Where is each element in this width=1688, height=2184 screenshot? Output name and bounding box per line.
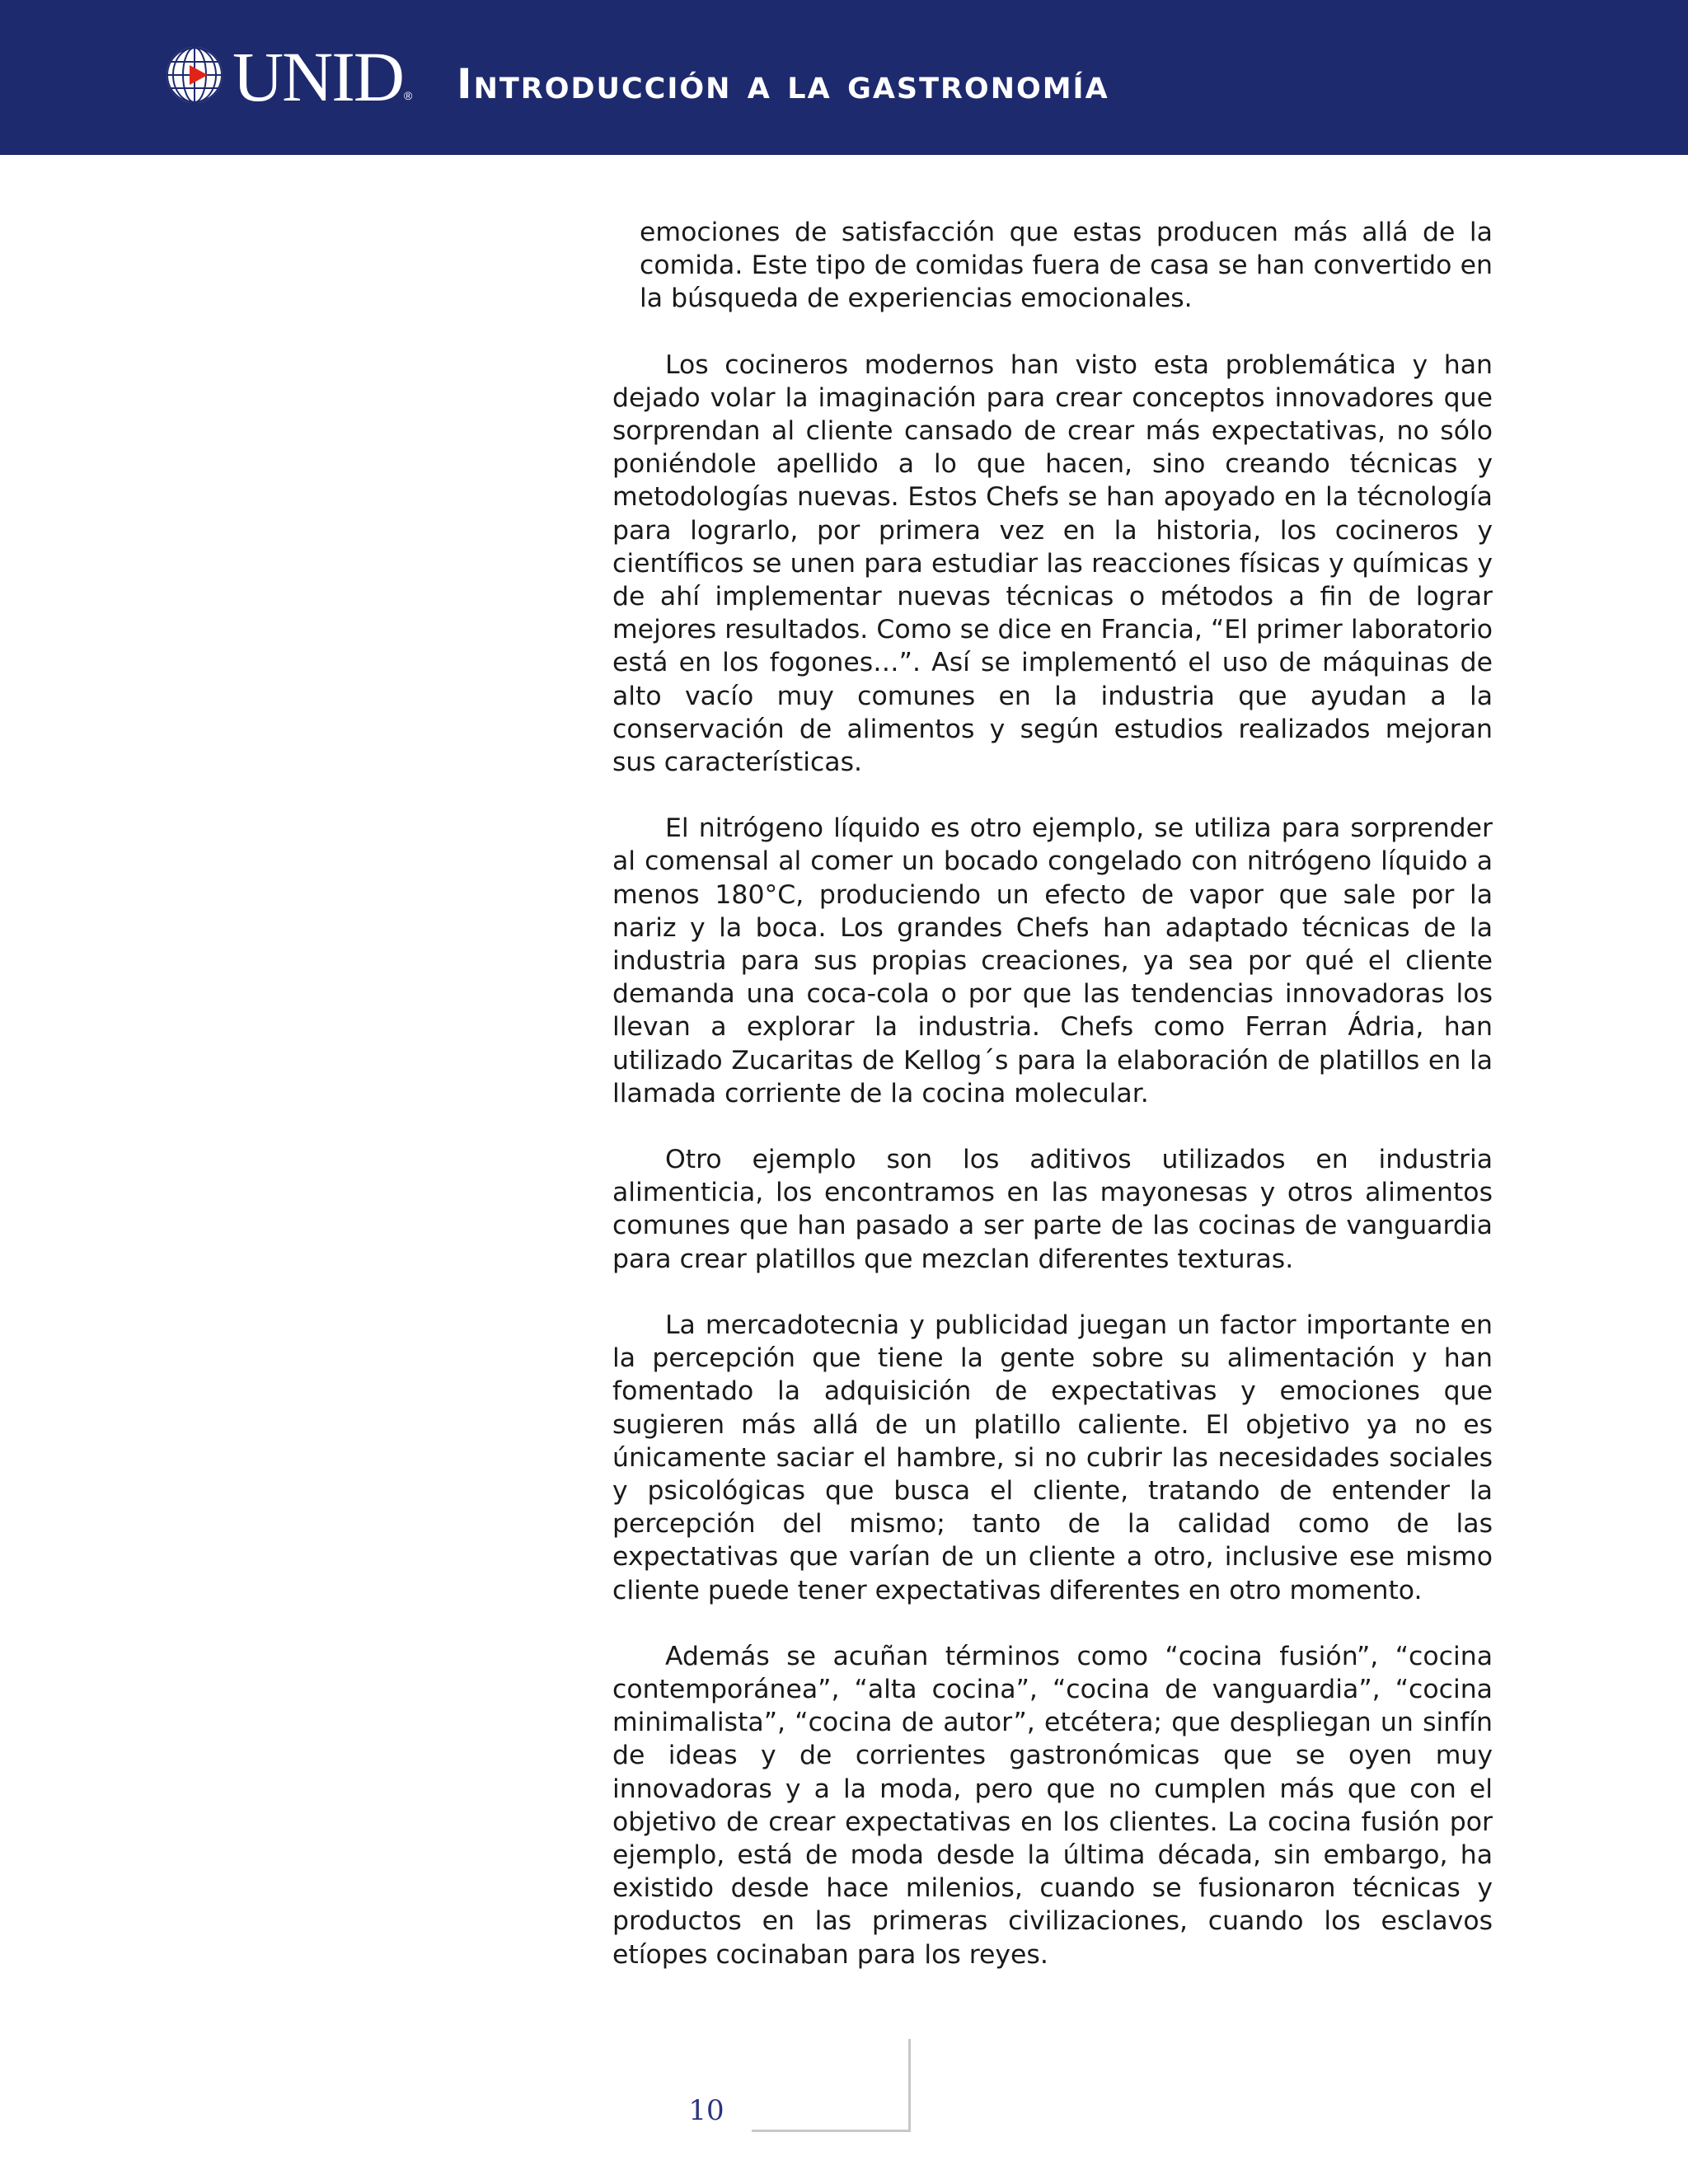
document-title: Introducción a la gastronomía: [457, 60, 1109, 108]
unid-logo: UNID: [232, 37, 403, 116]
paragraph: La mercadotecnia y publicidad juegan un factor importante en la percepción que tiene la gente sobre su alimentación y han fomentado la adquisición de expectativas y emociones que sugieren más allá de un platillo caliente. El objetivo ya no es únicamente saciar el hambre, si no cubrir las necesidades sociales y psicológicas que busca el cliente, tratando de entender la percepción del mismo; tanto de la calidad como de las expectativas que varían de un cliente a otro, inclusive ese mismo cliente puede tener expectativas diferentes en otro momento.: [612, 1310, 1493, 1605]
page-number-frame: [752, 2039, 911, 2132]
registered-mark: ®: [404, 89, 413, 102]
paragraph: Los cocineros modernos han visto esta problemática y han dejado volar la imaginación para crear conceptos innovadores que sorprendan al cliente cansado de crear más expectativas, no sólo poniéndole apellido a lo que hacen, sino creando técnicas y metodologías nuevas. Estos Chefs se han apoyado en la técnología para lograrlo, por primera vez en la historia, los cocineros y científicos se unen para estudiar las reacciones físicas y químicas y de ahí implementar nuevas técnicas o métodos a fin de lograr mejores resultados. Como se dice en Francia, “El primer laboratorio está en los fogones…”. Así se implementó el uso de máquinas de alto vacío muy comunes en la industria que ayudan a la conservación de alimentos y según estudios realizados mejoran sus características.: [612, 349, 1493, 778]
page-number: 10: [688, 2094, 724, 2127]
paragraph: El nitrógeno líquido es otro ejemplo, se utiliza para sorprender al comensal al comer un bocado congelado con nitrógeno líquido a menos 180°C, produciendo un efecto de vapor que sale por la nariz y la boca. Los grandes Chefs han adaptado técnicas de la industria para sus propias creaciones, ya sea por qué el cliente demanda una coca-cola o por que las tendencias innovadoras los llevan a explorar la industria. Chefs como Ferran Ádria, han utilizado Zucaritas de Kellog´s para la elaboración de platillos en la llamada corriente de la cocina molecular.: [612, 813, 1493, 1108]
header-band: [0, 0, 1688, 155]
paragraph: Además se acuñan términos como “cocina fusión”, “cocina contemporánea”, “alta cocina”, “cocina de vanguardia”, “cocina minimalista”, “cocina de autor”, etcétera; que despliegan un sinfín de ideas y de corrientes gastronómicas que se oyen muy innovadoras y a la moda, pero que no cumplen más que con el objetivo de crear expectativas en los clientes. La cocina fusión por ejemplo, está de moda desde la última década, sin embargo, ha existido desde hace milenios, cuando se fusionaron técnicas y productos en las primeras civilizaciones, cuando los esclavos etíopes cocinaban para los reyes.: [612, 1641, 1493, 1970]
paragraph: emociones de satisfacción que estas producen más allá de la comida. Este tipo de comidas fuera de casa se han convertido en la búsqueda de experiencias emocionales.: [640, 218, 1493, 314]
paragraph: Otro ejemplo son los aditivos utilizados en industria alimenticia, los encontramos en las mayonesas y otros alimentos comunes que han pasado a ser parte de las cocinas de vanguardia para crear platillos que mezclan diferentes texturas.: [612, 1145, 1493, 1274]
body-text: [612, 216, 1493, 2004]
globe-with-flag-icon: [165, 45, 224, 105]
